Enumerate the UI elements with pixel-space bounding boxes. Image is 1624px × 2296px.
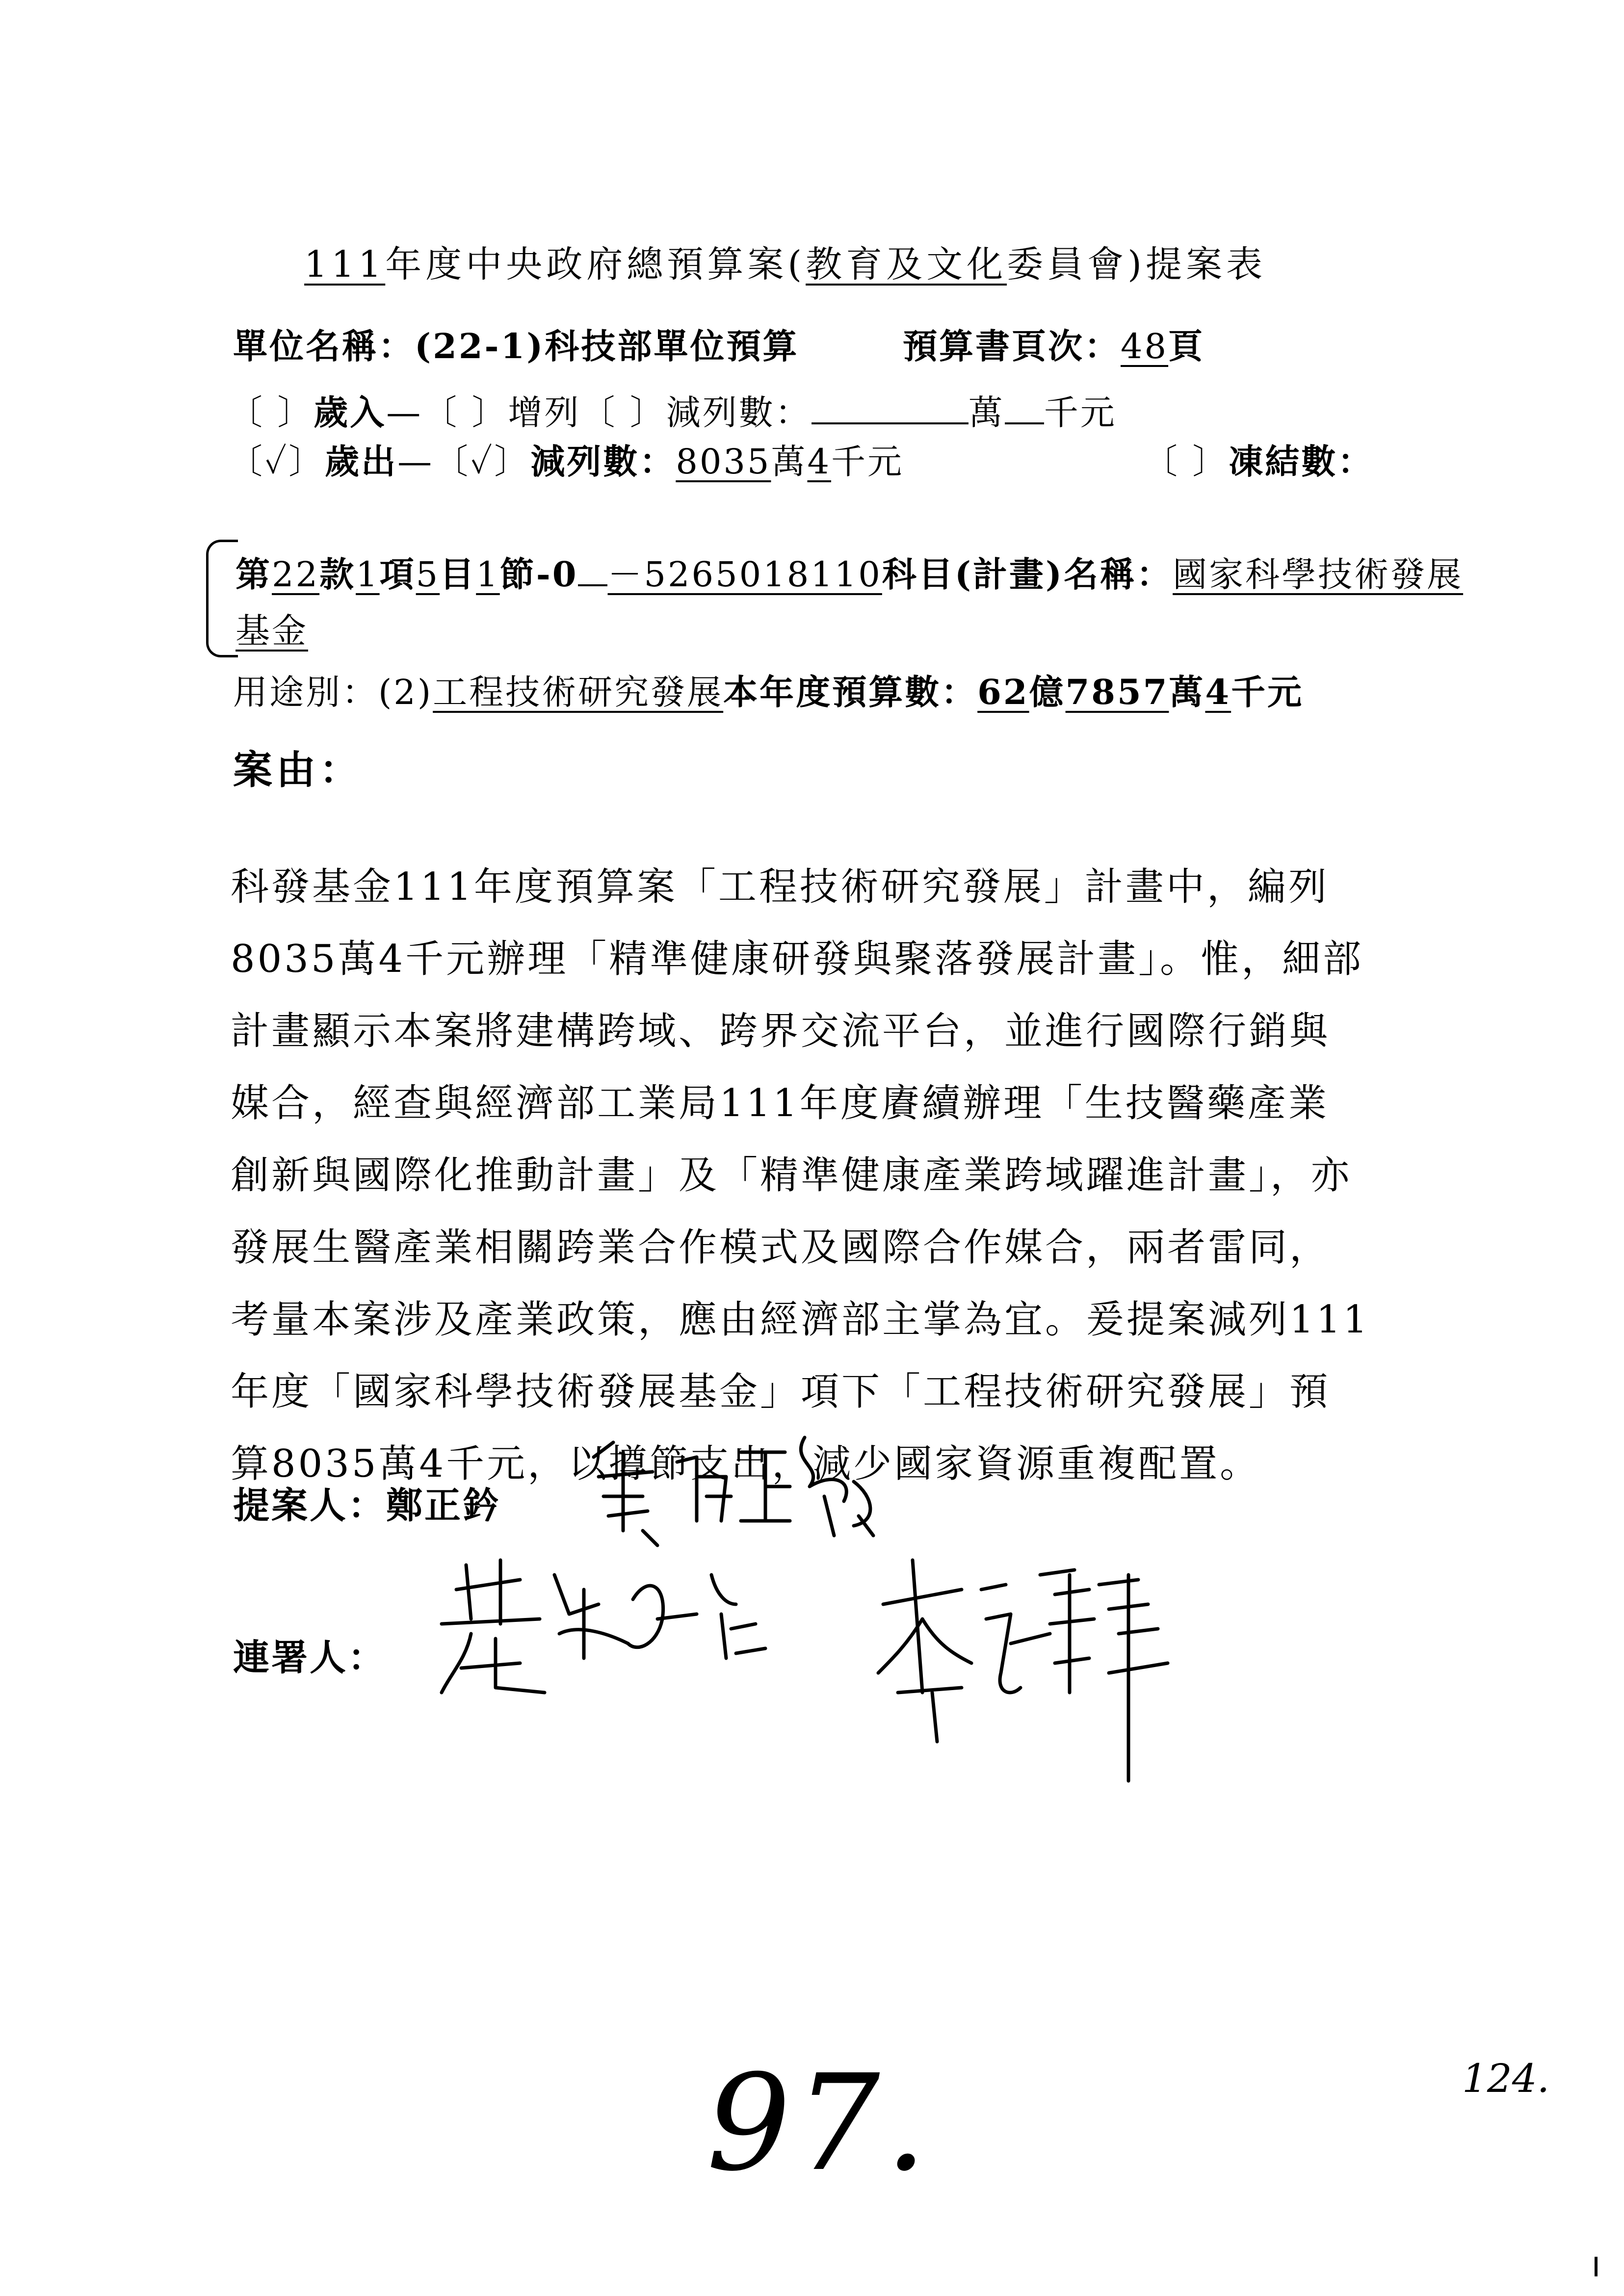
item-di: 第 bbox=[236, 554, 272, 595]
reason-line: 科發基金111年度預算案「工程技術研究發展」計畫中，編列 bbox=[231, 865, 1329, 909]
budget-label: 本年度預算數： bbox=[723, 672, 978, 712]
budget-page-ref bbox=[903, 319, 1205, 368]
item-bracket bbox=[206, 540, 238, 657]
item-xiang: 1 bbox=[356, 554, 380, 595]
reduce-label: 減列數： bbox=[530, 441, 676, 482]
page-suffix: 頁 bbox=[1168, 326, 1205, 366]
subject-name-1: 國家科學技術發展 bbox=[1173, 554, 1464, 595]
reason-line: 年度「國家科學技術發展基金」項下「工程技術研究發展」預 bbox=[231, 1370, 1331, 1414]
reduce-checkbox: 〔✓〕 bbox=[434, 442, 531, 482]
reason-line: 考量本案涉及產業政策，應由經濟部主掌為宜。爰提案減列111 bbox=[231, 1298, 1370, 1342]
revenue-label: 歲入 bbox=[314, 392, 387, 433]
handwritten-page-number: 97. bbox=[707, 2046, 932, 2200]
page-number: 48 bbox=[1121, 326, 1169, 366]
item-line-2 bbox=[236, 603, 308, 653]
budget-qian-label: 千元 bbox=[1231, 672, 1304, 712]
reduce-wan-amount: 8035 bbox=[676, 442, 771, 482]
revenue-qian: 千元 bbox=[1044, 392, 1117, 433]
budget-yi-label: 億 bbox=[1029, 672, 1066, 712]
unit-label: 單位名稱：(22-1)科技部單位預算 bbox=[233, 326, 799, 366]
item-jie: 1 bbox=[476, 554, 500, 595]
page-label: 預算書頁次： bbox=[903, 326, 1121, 366]
expenditure-checkbox: 〔✓〕 bbox=[228, 442, 325, 482]
title-middle: 年度中央政府總預算案( bbox=[385, 243, 806, 286]
reason-line: 計畫顯示本案將建構跨域、跨界交流平台，並進行國際行銷與 bbox=[231, 1009, 1331, 1053]
usage-label: 用途別：(2) bbox=[233, 672, 433, 712]
corner-number: 124. bbox=[1462, 2056, 1550, 2101]
reason-label: 案由： bbox=[233, 747, 363, 793]
reason-body bbox=[231, 851, 1447, 1500]
budget-qian: 4 bbox=[1205, 672, 1231, 712]
title-end: 委員會)提案表 bbox=[1007, 243, 1266, 286]
expenditure-label: 歲出 bbox=[325, 441, 398, 482]
cosigner-signature-1 bbox=[422, 1545, 775, 1732]
reason-line: 8035萬4千元辦理「精準健康研發與聚落發展計畫」。惟，細部 bbox=[231, 937, 1364, 981]
freeze-checkbox: 〔 〕 bbox=[1143, 442, 1229, 482]
freeze-label: 凍結數： bbox=[1229, 441, 1374, 482]
revenue-wan: 萬 bbox=[968, 392, 1005, 433]
reduce-wan: 萬 bbox=[771, 442, 808, 482]
reduce-qian: 千元 bbox=[831, 442, 904, 482]
item-jie-label: 節-0 bbox=[499, 554, 578, 595]
title-committee: 教育及文化 bbox=[806, 243, 1007, 286]
cosigner-signature-2 bbox=[864, 1545, 1178, 1800]
reduce-qian-amount: 4 bbox=[807, 442, 832, 482]
usage-line bbox=[233, 665, 1304, 714]
edge-mark bbox=[1595, 2257, 1598, 2276]
title-year: 111 bbox=[304, 243, 386, 286]
expenditure-line bbox=[228, 434, 904, 484]
subject-name-2: 基金 bbox=[236, 611, 308, 651]
proposer-name: 鄭正鈐 bbox=[386, 1485, 501, 1527]
revenue-wan-blank bbox=[812, 422, 969, 424]
item-mu-label: 目 bbox=[440, 554, 476, 595]
expenditure-dash: — bbox=[397, 442, 434, 482]
subject-label: 科目(計畫)名稱： bbox=[882, 554, 1173, 595]
item-kuan-label: 款 bbox=[319, 554, 356, 595]
revenue-checkbox: 〔 〕 bbox=[228, 392, 314, 433]
cosigner-label: 連署人： bbox=[233, 1637, 386, 1679]
item-kuan: 22 bbox=[272, 554, 320, 595]
reason-line: 媒合，經查與經濟部工業局111年度賡續辦理「生技醫藥產業 bbox=[231, 1081, 1329, 1125]
reason-line: 算8035萬4千元，以撙節支出，減少國家資源重複配置。 bbox=[231, 1442, 1261, 1486]
revenue-line bbox=[228, 385, 1117, 435]
proposer-signature bbox=[579, 1423, 893, 1560]
revenue-reduce-box: 〔 〕減列數： bbox=[580, 392, 812, 433]
item-blank bbox=[578, 584, 607, 586]
proposer-label: 提案人： bbox=[233, 1485, 386, 1527]
revenue-dash: — bbox=[386, 392, 423, 433]
reason-line: 發展生醫產業相關跨業合作模式及國際合作媒合，兩者雷同， bbox=[231, 1226, 1331, 1270]
reason-line: 創新與國際化推動計畫」及「精準健康產業跨域躍進計畫」，亦 bbox=[231, 1153, 1352, 1198]
item-code: －5265018110 bbox=[607, 554, 882, 595]
budget-yi: 62 bbox=[977, 672, 1029, 712]
usage-value: 工程技術研究發展 bbox=[433, 672, 724, 712]
item-line bbox=[236, 547, 1463, 597]
revenue-qian-blank bbox=[1005, 422, 1044, 424]
unit-name bbox=[233, 319, 799, 368]
item-mu: 5 bbox=[416, 554, 440, 595]
revenue-add-box: 〔 〕增列 bbox=[422, 392, 581, 433]
budget-wan-label: 萬 bbox=[1169, 672, 1205, 712]
proposer bbox=[233, 1477, 501, 1529]
document-title bbox=[304, 235, 1266, 287]
budget-wan: 7857 bbox=[1065, 672, 1169, 712]
item-xiang-label: 項 bbox=[379, 554, 416, 595]
freeze-field bbox=[1143, 434, 1374, 484]
